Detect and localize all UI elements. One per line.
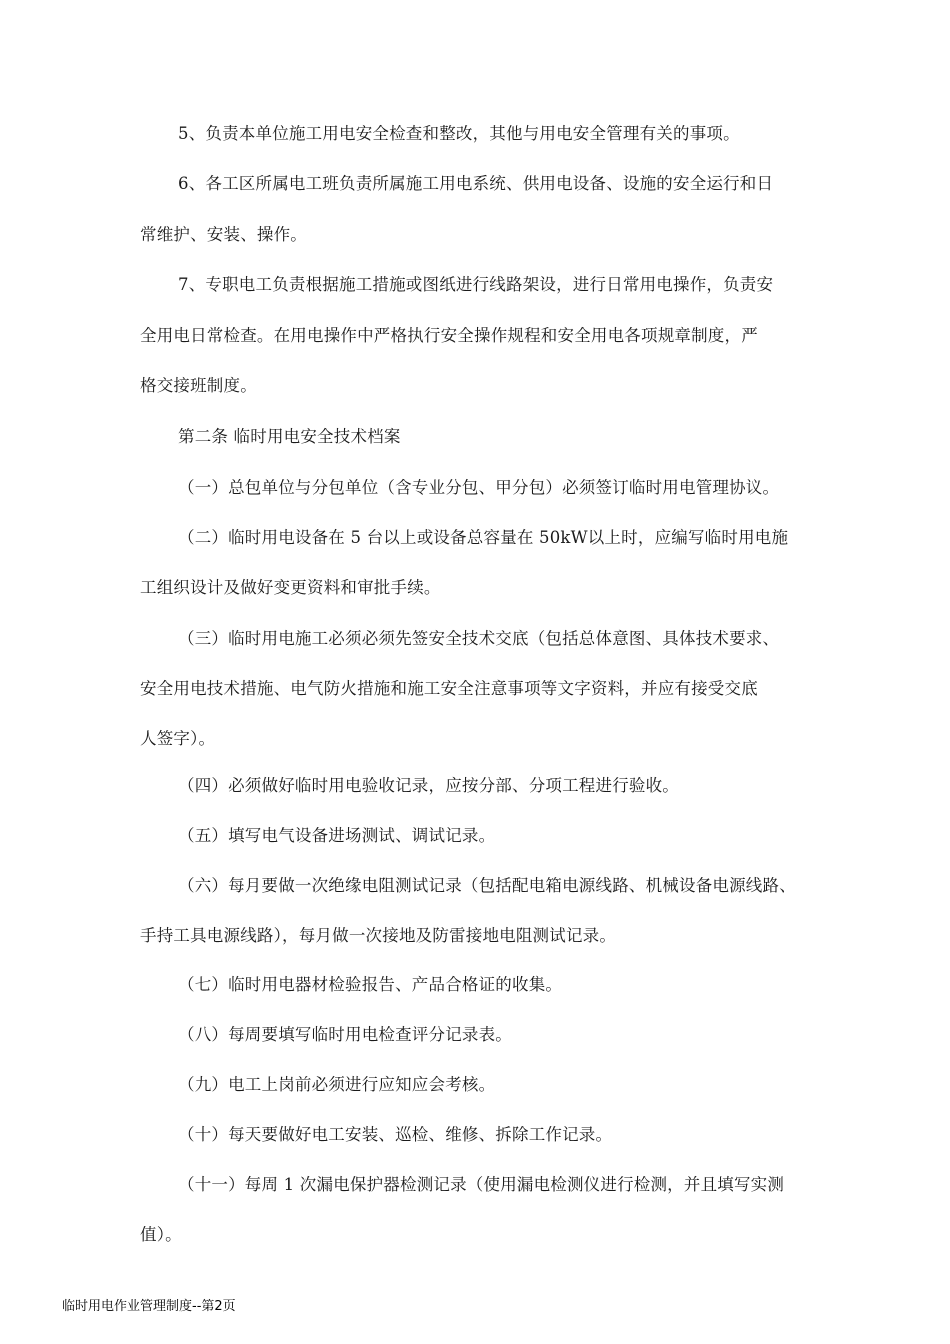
text-line-20: （九）电工上岗前必须进行应知应会考核。 xyxy=(178,1075,496,1094)
page-footer: 临时用电作业管理制度--第2页 xyxy=(62,1299,236,1314)
text-line-8: （一）总包单位与分包单位（含专业分包、甲分包）必须签订临时用电管理协议。 xyxy=(178,478,780,497)
text-line-11: （三）临时用电施工必须必须先签安全技术交底（包括总体意图、具体技术要求、 xyxy=(178,629,780,648)
text-line-9: （二）临时用电设备在 5 台以上或设备总容量在 50kW以上时，应编写临时用电施 xyxy=(178,528,789,547)
text-line-4: 7、专职电工负责根据施工措施或图纸进行线路架设，进行日常用电操作，负责安 xyxy=(178,275,774,294)
section-heading: 第二条 临时用电安全技术档案 xyxy=(178,427,401,446)
text-line-6: 格交接班制度。 xyxy=(140,376,257,395)
text-line-23: 值）。 xyxy=(140,1225,182,1244)
text-line-13: 人签字）。 xyxy=(140,729,216,748)
text-line-19: （八）每周要填写临时用电检查评分记录表。 xyxy=(178,1025,512,1044)
text-line-3: 常维护、安装、操作。 xyxy=(140,225,307,244)
text-line-2: 6、各工区所属电工班负责所属施工用电系统、供用电设备、设施的安全运行和日 xyxy=(178,174,774,193)
text-line-18: （七）临时用电器材检验报告、产品合格证的收集。 xyxy=(178,975,563,994)
text-line-17: 手持工具电源线路），每月做一次接地及防雷接地电阻测试记录。 xyxy=(140,926,617,945)
text-line-14: （四）必须做好临时用电验收记录，应按分部、分项工程进行验收。 xyxy=(178,776,679,795)
text-line-1: 5、负责本单位施工用电安全检查和整改，其他与用电安全管理有关的事项。 xyxy=(178,124,740,143)
text-line-15: （五）填写电气设备进场测试、调试记录。 xyxy=(178,826,496,845)
text-line-21: （十）每天要做好电工安装、巡检、维修、拆除工作记录。 xyxy=(178,1125,613,1144)
text-line-22: （十一）每周 1 次漏电保护器检测记录（使用漏电检测仪进行检测，并且填写实测 xyxy=(178,1175,785,1194)
text-line-5: 全用电日常检查。在用电操作中严格执行安全操作规程和安全用电各项规章制度，严 xyxy=(140,326,758,345)
text-line-10: 工组织设计及做好变更资料和审批手续。 xyxy=(140,578,441,597)
text-line-12: 安全用电技术措施、电气防火措施和施工安全注意事项等文字资料，并应有接受交底 xyxy=(140,679,758,698)
text-line-16: （六）每月要做一次绝缘电阻测试记录（包括配电箱电源线路、机械设备电源线路、 xyxy=(178,876,796,895)
